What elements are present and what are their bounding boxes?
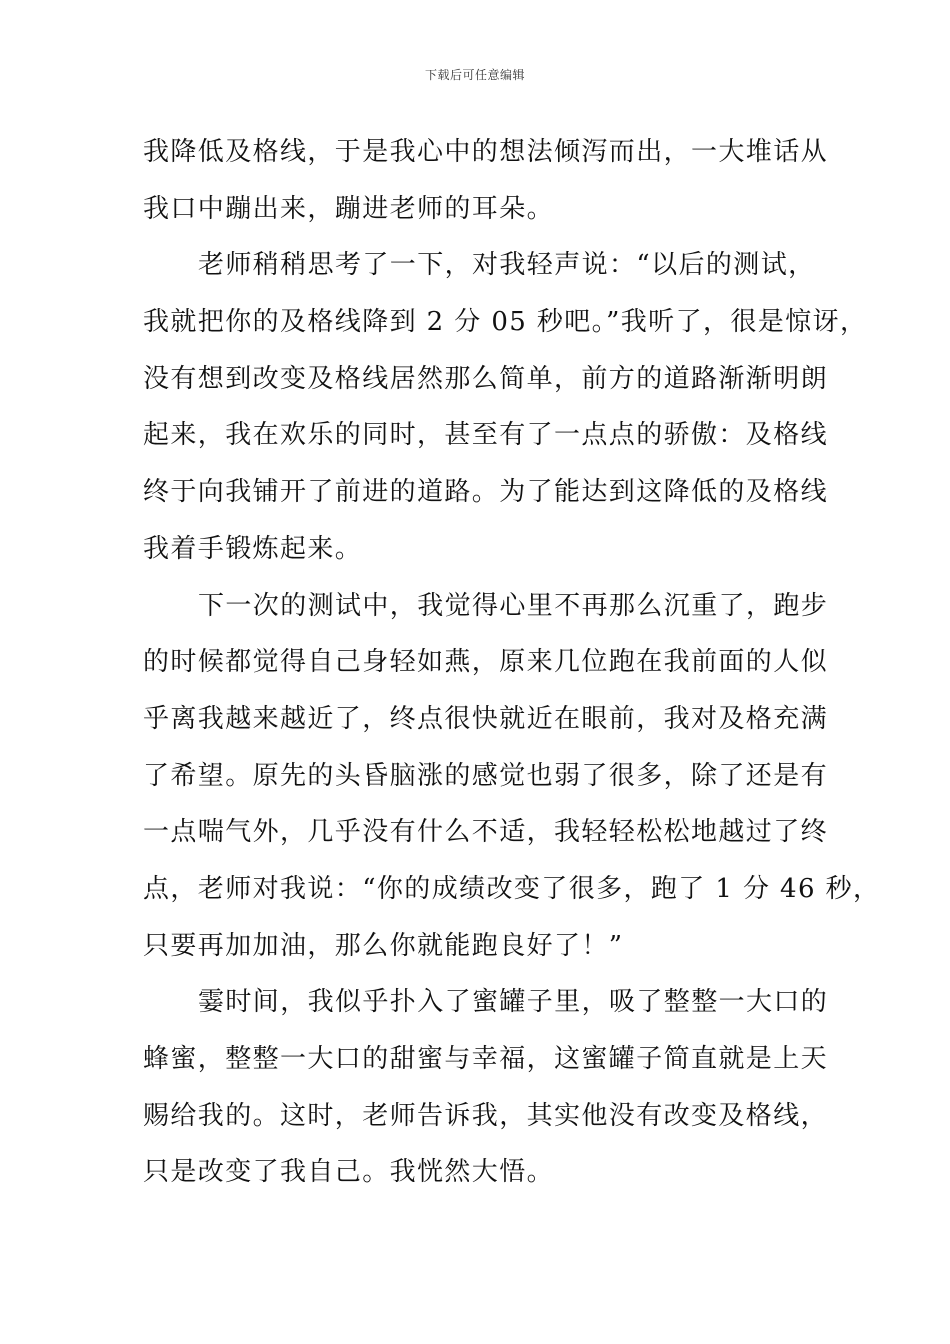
text-line: 乎离我越来越近了，终点很快就近在眼前，我对及格充满 (143, 703, 829, 734)
text-line: 起来，我在欢乐的同时，甚至有了一点点的骄傲：及格线 (143, 420, 829, 451)
document-body (143, 128, 881, 1205)
text-line: 点，老师对我说：“你的成绩改变了很多，跑了 1 分 46 秒， (143, 873, 881, 904)
text-line: 蜂蜜，整整一大口的甜蜜与幸福，这蜜罐子简直就是上天 (143, 1044, 829, 1074)
text-line: 我口中蹦出来，蹦进老师的耳朵。 (143, 193, 555, 224)
text-line: 一点喘气外，几乎没有什么不适，我轻轻松松地越过了终 (143, 817, 829, 848)
text-line: 终于向我铺开了前进的道路。为了能达到这降低的及格线 (143, 477, 829, 508)
text-line: 我降低及格线，于是我心中的想法倾泻而出，一大堆话从 (143, 137, 829, 167)
page-header: 下载后可任意编辑 (424, 68, 525, 82)
text-line: 只要再加加油，那么你就能跑良好了！” (143, 930, 624, 961)
paragraph-1 (143, 128, 843, 241)
text-line: 赐给我的。这时，老师告诉我，其实他没有改变及格线， (143, 1100, 829, 1131)
text-line: 老师稍稍思考了一下，对我轻声说：“以后的测试， (198, 250, 816, 281)
text-line: 霎时间，我似乎扑入了蜜罐子里，吸了整整一大口的 (198, 987, 829, 1018)
text-line: 没有想到改变及格线居然那么简单，前方的道路渐渐明朗 (143, 363, 829, 394)
paragraph-2 (143, 241, 868, 581)
text-line: 我就把你的及格线降到 2 分 05 秒吧。”我听了，很是惊讶， (143, 307, 868, 338)
text-line: 的时候都觉得自己身轻如燕，原来几位跑在我前面的人似 (143, 647, 829, 678)
text-line: 下一次的测试中，我觉得心里不再那么沉重了，跑步 (198, 590, 829, 621)
paragraph-3 (143, 582, 881, 979)
text-line: 我着手锻炼起来。 (143, 533, 363, 564)
text-line: 了希望。原先的头昏脑涨的感觉也弱了很多，除了还是有 (143, 760, 829, 791)
paragraph-4 (143, 978, 843, 1205)
text-line: 只是改变了我自己。我恍然大悟。 (143, 1157, 555, 1188)
